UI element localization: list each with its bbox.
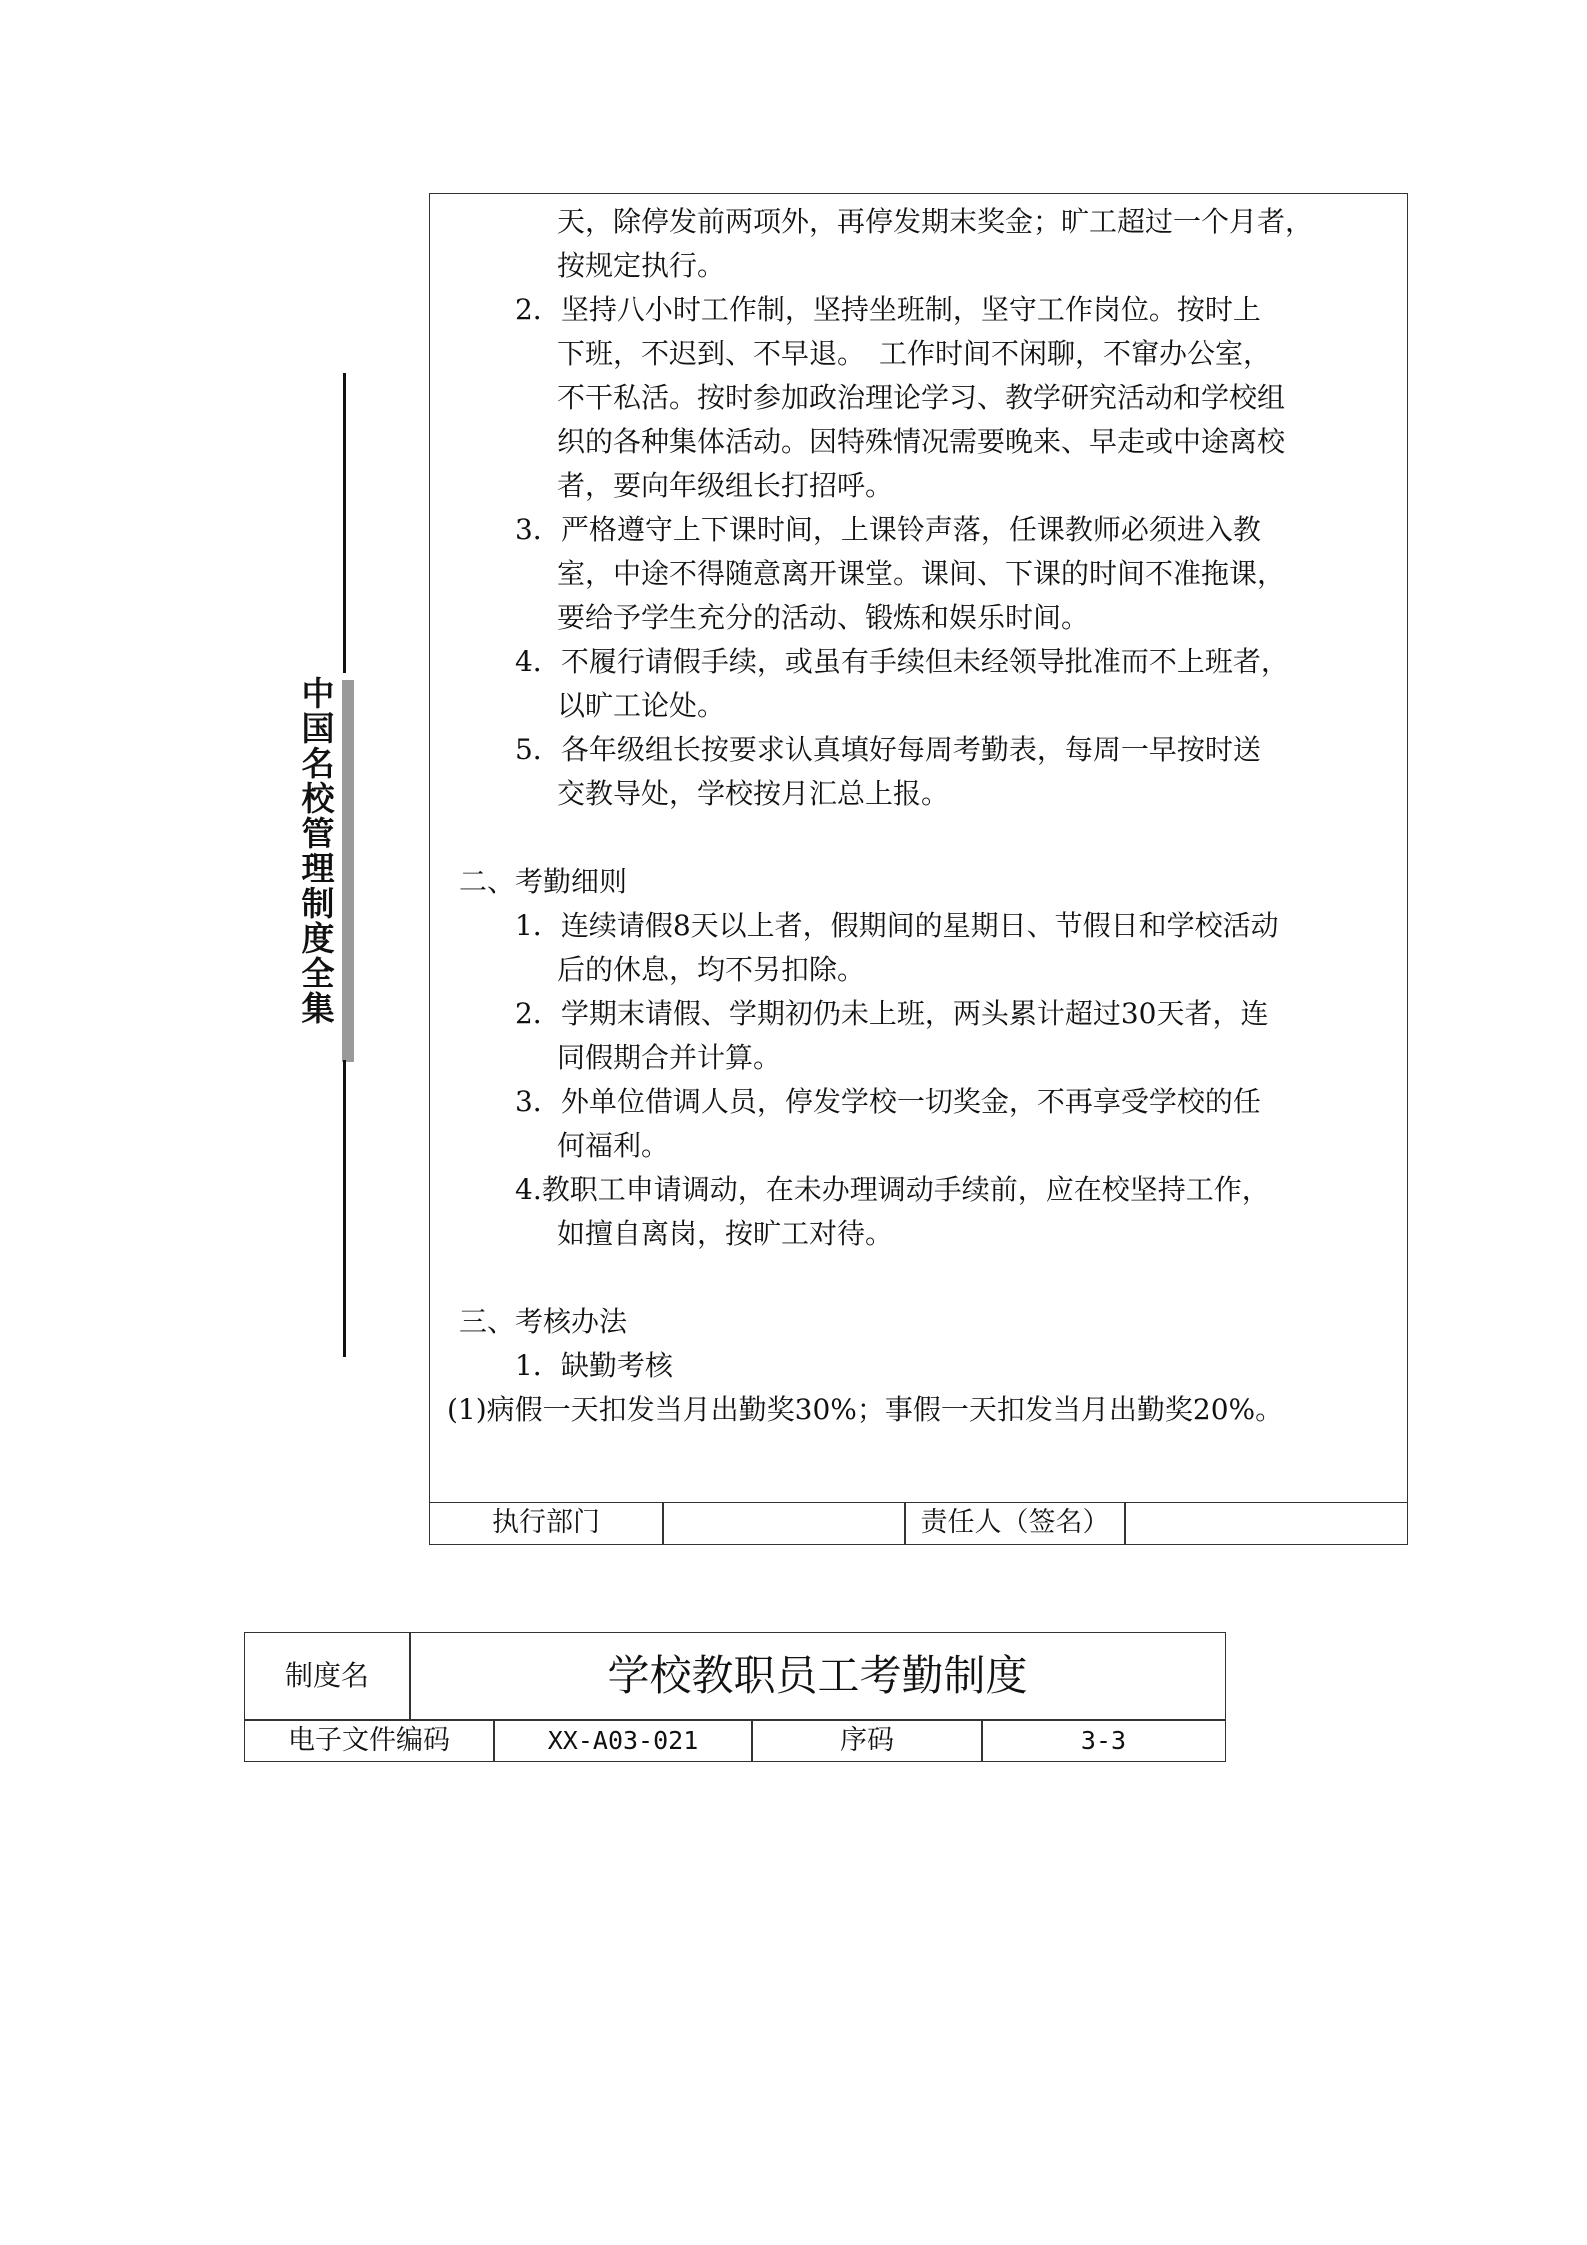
responsible-value bbox=[1126, 1503, 1406, 1545]
body-line: 1．缺勤考核 bbox=[515, 1349, 673, 1382]
body-line: 织的各种集体活动。因特殊情况需要晚来、早走或中途离校 bbox=[557, 425, 1286, 458]
signature-row bbox=[430, 1502, 1407, 1544]
body-line: 要给予学生充分的活动、锻炼和娱乐时间。 bbox=[557, 601, 1090, 634]
responsible-label: 责任人（签名） bbox=[920, 1507, 1110, 1538]
body-line: 2．学期末请假、学期初仍未上班，两头累计超过30天者，连 bbox=[515, 997, 1269, 1030]
file-code-label: 电子文件编码 bbox=[288, 1725, 450, 1756]
body-line: (1)病假一天扣发当月出勤奖30%；事假一天扣发当月出勤奖20%。 bbox=[447, 1393, 1284, 1426]
body-line: 1．连续请假8天以上者，假期间的星期日、节假日和学校活动 bbox=[515, 909, 1279, 942]
body-line: 3．严格遵守上下课时间，上课铃声落，任课教师必须进入教 bbox=[515, 513, 1261, 546]
policy-content-box bbox=[429, 193, 1408, 1545]
sequence-value: 3-3 bbox=[1080, 1726, 1127, 1755]
body-line: 室，中途不得随意离开课堂。课间、下课的时间不准拖课， bbox=[557, 557, 1286, 590]
sidebar-gray-bar bbox=[342, 680, 354, 1062]
body-line: 天，除停发前两项外，再停发期末奖金；旷工超过一个月者， bbox=[557, 205, 1314, 238]
body-line: 2．坚持八小时工作制，坚持坐班制，坚守工作岗位。按时上 bbox=[515, 293, 1261, 326]
sidebar-line-bottom bbox=[343, 1060, 346, 1357]
body-line: 以旷工论处。 bbox=[557, 689, 726, 722]
department-value bbox=[664, 1503, 904, 1545]
section-heading: 二、考勤细则 bbox=[459, 865, 628, 898]
file-code-value: XX-A03-021 bbox=[547, 1726, 699, 1755]
body-line: 不干私活。按时参加政治理论学习、教学研究活动和学校组 bbox=[557, 381, 1286, 414]
sequence-label: 序码 bbox=[840, 1725, 894, 1756]
policy-name-value: 学校教职员工考勤制度 bbox=[607, 1651, 1028, 1700]
body-line: 何福利。 bbox=[557, 1129, 670, 1162]
body-line: 下班，不迟到、不早退。 工作时间不闲聊，不窜办公室， bbox=[557, 337, 1272, 370]
department-label: 执行部门 bbox=[492, 1507, 600, 1538]
body-line: 3．外单位借调人员，停发学校一切奖金，不再享受学校的任 bbox=[515, 1085, 1261, 1118]
body-line: 如擅自离岗，按旷工对待。 bbox=[557, 1217, 894, 1250]
sidebar-line-top bbox=[343, 373, 346, 673]
document-meta-table bbox=[244, 1632, 1226, 1762]
policy-name-label: 制度名 bbox=[284, 1659, 369, 1692]
body-line: 按规定执行。 bbox=[557, 249, 726, 282]
section-heading: 三、考核办法 bbox=[459, 1305, 628, 1338]
body-line: 4．不履行请假手续，或虽有手续但未经领导批准而不上班者， bbox=[515, 645, 1289, 678]
body-line: 者，要向年级组长打招呼。 bbox=[557, 469, 894, 502]
body-line: 同假期合并计算。 bbox=[557, 1041, 782, 1074]
sidebar-title: 中国名校管理制度全集 bbox=[301, 674, 335, 1028]
body-line: 4.教职工申请调动，在未办理调动手续前，应在校坚持工作， bbox=[515, 1173, 1270, 1206]
body-line: 5．各年级组长按要求认真填好每周考勤表，每周一早按时送 bbox=[515, 733, 1261, 766]
body-line: 后的休息，均不另扣除。 bbox=[557, 953, 866, 986]
body-line: 交教导处，学校按月汇总上报。 bbox=[557, 777, 950, 810]
